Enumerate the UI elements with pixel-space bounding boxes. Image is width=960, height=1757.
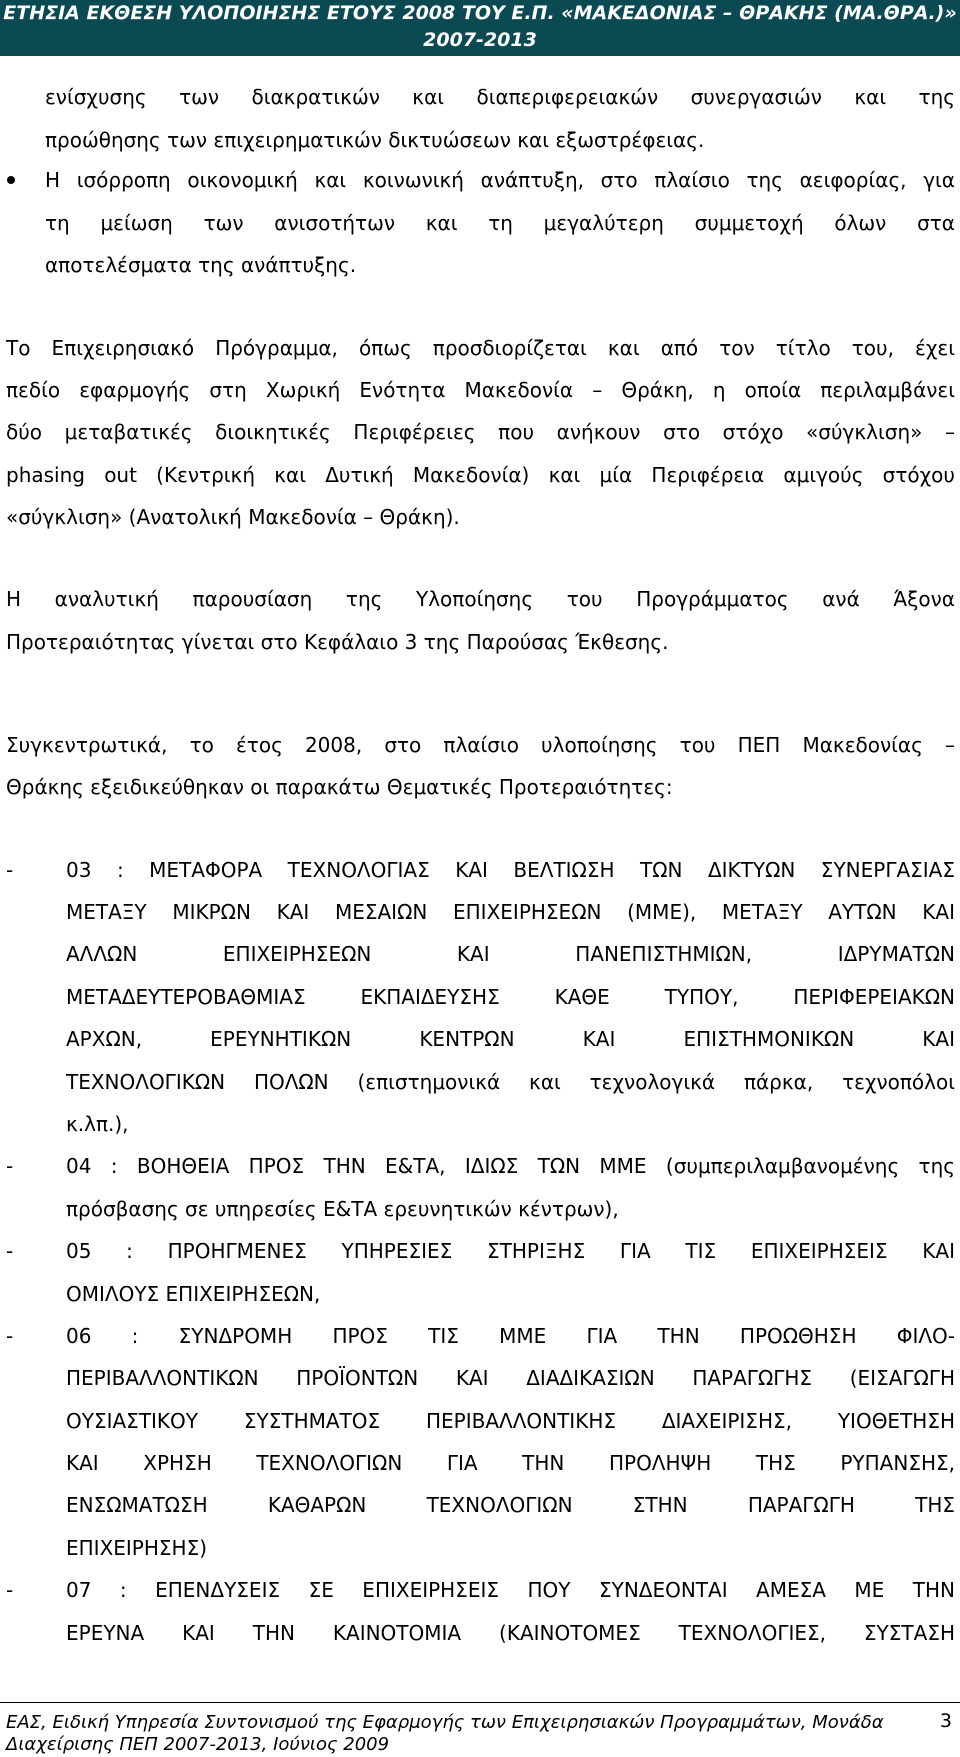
page-header (0, 0, 960, 56)
list-item-line: πρόσβασης σε υπηρεσίες Ε&ΤΑ ερευνητικών κέντρων), (66, 1197, 619, 1221)
list-item-line: ΕΠΙΧΕΙΡΗΣΗΣ) (66, 1536, 208, 1560)
list-item-line: 04 : ΒΟΗΘΕΙΑ ΠΡΟΣ ΤΗΝ Ε&ΤΑ, ΙΔΙΩΣ ΤΩΝ ΜΜΕ (συμπεριλαμβανομένης της (66, 1154, 955, 1178)
text-line: Η αναλυτική παρουσίαση της Υλοποίησης του Προγράμματος ανά Άξονα (6, 587, 955, 611)
list-item-line: ΟΜΙΛΟΥΣ ΕΠΙΧΕΙΡΗΣΕΩΝ, (66, 1282, 321, 1306)
list-item-line: ΚΑΙ ΧΡΗΣΗ ΤΕΧΝΟΛΟΓΙΩΝ ΓΙΑ ΤΗΝ ΠΡΟΛΗΨΗ ΤΗΣ ΡΥΠΑΝΣΗΣ, (66, 1451, 955, 1475)
list-item-line: κ.λπ.), (66, 1112, 129, 1136)
list-item-line: ΕΝΣΩΜΑΤΩΣΗ ΚΑΘΑΡΩΝ ΤΕΧΝΟΛΟΓΙΩΝ ΣΤΗΝ ΠΑΡΑΓΩΓΗ ΤΗΣ (66, 1493, 955, 1517)
text-line: Το Επιχειρησιακό Πρόγραμμα, όπως προσδιορίζεται και από τον τίτλο του, έχει (6, 336, 955, 360)
list-item-line: 05 : ΠΡΟΗΓΜΕΝΕΣ ΥΠΗΡΕΣΙΕΣ ΣΤΗΡΙΞΗΣ ΓΙΑ ΤΙΣ ΕΠΙΧΕΙΡΗΣΕΙΣ ΚΑΙ (66, 1239, 955, 1263)
text-line: Προτεραιότητας γίνεται στο Κεφάλαιο 3 της Παρούσας Έκθεσης. (6, 630, 669, 654)
footer-text: Διαχείρισης ΠΕΠ 2007-2013, Ιούνιος 2009 (6, 1734, 390, 1755)
list-dash: - (6, 1578, 14, 1602)
list-item-line: ΕΡΕΥΝΑ ΚΑΙ ΤΗΝ ΚΑΙΝΟΤΟΜΙΑ (ΚΑΙΝΟΤΟΜΕΣ ΤΕΧΝΟΛΟΓΙΕΣ, ΣΥΣΤΑΣΗ (66, 1621, 955, 1645)
list-item-line: ΑΡΧΩΝ, ΕΡΕΥΝΗΤΙΚΩΝ ΚΕΝΤΡΩΝ ΚΑΙ ΕΠΙΣΤΗΜΟΝΙΚΩΝ ΚΑΙ (66, 1027, 955, 1051)
text-line: προώθησης των επιχειρηματικών δικτυώσεων και εξωστρέφειας. (45, 128, 705, 152)
list-item-line: 03 : ΜΕΤΑΦΟΡΑ ΤΕΧΝΟΛΟΓΙΑΣ ΚΑΙ ΒΕΛΤΙΩΣΗ ΤΩΝ ΔΙΚΤΥΩΝ ΣΥΝΕΡΓΑΣΙΑΣ (66, 858, 955, 882)
list-item-line: ΟΥΣΙΑΣΤΙΚΟΥ ΣΥΣΤΗΜΑΤΟΣ ΠΕΡΙΒΑΛΛΟΝΤΙΚΗΣ ΔΙΑΧΕΙΡΙΣΗΣ, ΥΙΟΘΕΤΗΣΗ (66, 1409, 955, 1433)
list-item-line: ΜΕΤΑΞΥ ΜΙΚΡΩΝ ΚΑΙ ΜΕΣΑΙΩΝ ΕΠΙΧΕΙΡΗΣΕΩΝ (ΜΜΕ), ΜΕΤΑΞΥ ΑΥΤΩΝ ΚΑΙ (66, 900, 955, 924)
header-years: 2007-2013 (423, 29, 537, 51)
text-line: Θράκης εξειδικεύθηκαν οι παρακάτω Θεματικές Προτεραιότητες: (6, 775, 673, 799)
list-item-line: ΤΕΧΝΟΛΟΓΙΚΩΝ ΠΟΛΩΝ (επιστημονικά και τεχνολογικά πάρκα, τεχνοπόλοι (66, 1070, 955, 1094)
list-item-line: ΑΛΛΩΝ ΕΠΙΧΕΙΡΗΣΕΩΝ ΚΑΙ ΠΑΝΕΠΙΣΤΗΜΙΩΝ, ΙΔΡΥΜΑΤΩΝ (66, 942, 955, 966)
text-line: phasing out (Κεντρική και Δυτική Μακεδονία) και μία Περιφέρεια αμιγούς στόχου (6, 463, 955, 487)
text-line: πεδίο εφαρμογής στη Χωρική Ενότητα Μακεδονία – Θράκη, η οποία περιλαμβάνει (6, 378, 955, 402)
list-item-line: ΠΕΡΙΒΑΛΛΟΝΤΙΚΩΝ ΠΡΟΪΟΝΤΩΝ ΚΑΙ ΔΙΑΔΙΚΑΣΙΩΝ ΠΑΡΑΓΩΓΗΣ (ΕΙΣΑΓΩΓΗ (66, 1366, 955, 1390)
header-title: ΕΤΗΣΙΑ ΕΚΘΕΣΗ ΥΛΟΠΟΙΗΣΗΣ ΕΤΟΥΣ 2008 ΤΟΥ Ε.Π. «ΜΑΚΕΔΟΝΙΑΣ – ΘΡΑΚΗΣ (ΜΑ.ΘΡΑ.)» (3, 2, 957, 24)
text-line: τη μείωση των ανισοτήτων και τη μεγαλύτερη συμμετοχή όλων στα (45, 211, 955, 235)
text-line: αποτελέσματα της ανάπτυξης. (45, 253, 357, 277)
bullet-icon (7, 176, 15, 184)
list-dash: - (6, 1154, 14, 1178)
list-dash: - (6, 1324, 14, 1348)
list-item-line: 07 : ΕΠΕΝΔΥΣΕΙΣ ΣΕ ΕΠΙΧΕΙΡΗΣΕΙΣ ΠΟΥ ΣΥΝΔΕΟΝΤΑΙ ΑΜΕΣΑ ΜΕ ΤΗΝ (66, 1578, 955, 1602)
list-dash: - (6, 858, 14, 882)
text-line: «σύγκλιση» (Ανατολική Μακεδονία – Θράκη). (6, 505, 460, 529)
list-item-line: 06 : ΣΥΝΔΡΟΜΗ ΠΡΟΣ ΤΙΣ ΜΜΕ ΓΙΑ ΤΗΝ ΠΡΟΩΘΗΣΗ ΦΙΛΟ- (66, 1324, 955, 1348)
footer-divider (0, 1702, 960, 1703)
text-line: Συγκεντρωτικά, το έτος 2008, στο πλαίσιο υλοποίησης του ΠΕΠ Μακεδονίας – (6, 733, 955, 757)
text-line: ενίσχυσης των διακρατικών και διαπεριφερειακών συνεργασιών και της (45, 85, 955, 109)
list-dash: - (6, 1239, 14, 1263)
list-item-line: ΜΕΤΑΔΕΥΤΕΡΟΒΑΘΜΙΑΣ ΕΚΠΑΙΔΕΥΣΗΣ ΚΑΘΕ ΤΥΠΟΥ, ΠΕΡΙΦΕΡΕΙΑΚΩΝ (66, 985, 955, 1009)
page-number: 3 (939, 1710, 952, 1732)
text-line: δύο μεταβατικές διοικητικές Περιφέρειες που ανήκουν στο στόχο «σύγκλιση» – (6, 420, 955, 444)
text-line: Η ισόρροπη οικονομική και κοινωνική ανάπτυξη, στο πλαίσιο της αειφορίας, για (45, 168, 955, 192)
footer-text: ΕΑΣ, Ειδική Υπηρεσία Συντονισμού της Εφαρμογής των Επιχειρησιακών Προγραμμάτων, Μονάδα (6, 1712, 884, 1733)
